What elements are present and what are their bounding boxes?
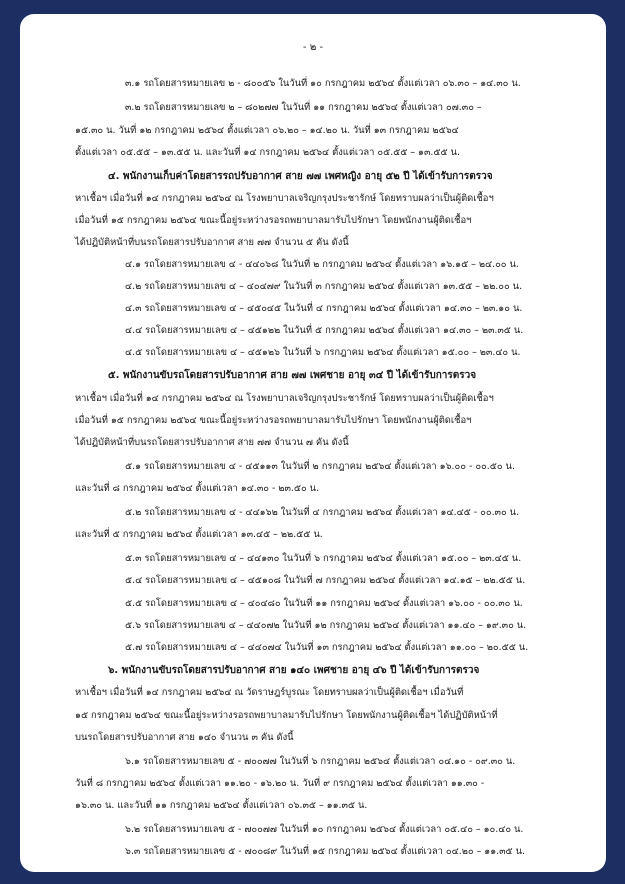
text-line: ๓.๑ รถโดยสารหมายเลข ๒ - ๘๐๐๕๖ ในวันที่ ๑๐ กรกฎาคม ๒๕๖๔ ตั้งแต่เวลา ๐๖.๓๐ – ๑๔.๓๐ น. xyxy=(125,78,521,89)
text-line: ๖.๑ รถโดยสารหมายเลข ๕ - ๗๐๐๗๗ ในวันที่ ๖ กรกฎาคม ๒๕๖๔ ตั้งแต่เวลา ๐๔.๑๐ - ๐๙.๓๐ น. xyxy=(125,756,516,767)
text-line: ๕.๖ รถโดยสารหมายเลข ๔ – ๔๔๐๗๒ ในวันที่ ๑๒ กรกฎาคม ๒๕๖๔ ตั้งแต่เวลา ๑๑.๔๐ – ๑๙.๓๐ น. xyxy=(125,620,527,631)
text-line: ๓.๒ รถโดยสารหมายเลข ๒ – ๘๐๒๗๗ ในวันที่ ๑๑ กรกฎาคม ๒๕๖๔ ตั้งแต่เวลา ๐๗.๓๐ – xyxy=(125,102,482,113)
text-line: ๑๕ กรกฎาคม ๒๕๖๔ ขณะนี้อยู่ระหว่างรอรถพยาบาลมารับไปรักษา โดยพนักงานผู้ติดเชื้อฯ ได้ปฏิบัติหน้าที่ xyxy=(75,710,498,721)
text-line: ได้ปฏิบัติหน้าที่บนรถโดยสารปรับอากาศ สาย ๗๗ จำนวน ๕ คัน ดังนี้ xyxy=(75,237,349,248)
section-heading-5: ๕. พนักงานขับรถโดยสารปรับอากาศ สาย ๗๗ เพศชาย อายุ ๓๔ ปี ได้เข้ารับการตรวจ xyxy=(108,370,477,381)
text-line: เมื่อวันที่ ๑๕ กรกฎาคม ๒๕๖๔ ขณะนี้อยู่ระหว่างรอรถพยาบาลมารับไปรักษา โดยพนักงานผู้ติดเชื้อฯ xyxy=(75,215,472,226)
section-heading-4: ๔. พนักงานเก็บค่าโดยสารรถปรับอากาศ สาย ๗๗ เพศหญิง อายุ ๕๒ ปี ได้เข้ารับการตรวจ xyxy=(108,171,493,182)
text-line: และวันที่ ๕ กรกฎาคม ๒๕๖๔ ตั้งแต่เวลา ๑๓.๔๕ – ๒๒.๕๕ น. xyxy=(75,529,323,540)
text-line: ๕.๓ รถโดยสารหมายเลข ๔ – ๔๔๑๓๐ ในวันที่ ๖ กรกฎาคม ๒๕๖๔ ตั้งแต่เวลา ๑๕.๐๐ – ๒๓.๔๕ น. xyxy=(125,553,522,564)
text-line: ๕.๒ รถโดยสารหมายเลข ๔ - ๔๔๑๖๒ ในวันที่ ๔ กรกฎาคม ๒๕๖๔ ตั้งแต่เวลา ๑๔.๔๕ - ๐๐.๓๐ น. xyxy=(125,507,520,518)
text-line: ๖.๓ รถโดยสารหมายเลข ๕ - ๗๐๐๘๙ ในวันที่ ๑๕ กรกฎาคม ๒๕๖๔ ตั้งแต่เวลา ๐๔.๒๐ – ๑๑.๓๕ น. xyxy=(125,846,526,857)
text-line: ๔.๕ รถโดยสารหมายเลข ๔ – ๔๕๑๒๖ ในวันที่ ๖ กรกฎาคม ๒๕๖๔ ตั้งแต่เวลา ๑๕.๐๐ – ๒๓.๔๐ น. xyxy=(125,347,521,358)
text-line: ๔.๓ รถโดยสารหมายเลข ๔ – ๔๕๐๔๕ ในวันที่ ๔ กรกฎาคม ๒๕๖๔ ตั้งแต่เวลา ๑๔.๓๐ – ๒๓.๑๐ น. xyxy=(125,303,523,314)
text-line: ๕.๑ รถโดยสารหมายเลข ๔ - ๔๕๑๑๓ ในวันที่ ๒ กรกฎาคม ๒๕๖๔ ตั้งแต่เวลา ๑๖.๐๐ - ๐๐.๕๐ น. xyxy=(125,461,515,472)
text-line: ๖.๒ รถโดยสารหมายเลข ๕ - ๗๐๐๗๗ ในวันที่ ๑๐ กรกฎาคม ๒๕๖๔ ตั้งแต่เวลา ๐๕.๔๐ – ๑๐.๔๐ น. xyxy=(125,824,524,835)
text-line: วันที่ ๘ กรกฎาคม ๒๕๖๔ ตั้งแต่เวลา ๑๑.๒๐ - ๑๖.๒๐ น. วันที่ ๙ กรกฎาคม ๒๕๖๔ ตั้งแต่เวลา ๑๑.๓๐ - xyxy=(75,778,485,789)
text-line: บนรถโดยสารปรับอากาศ สาย ๑๔๐ จำนวน ๓ คัน ดังนี้ xyxy=(75,732,294,743)
section-heading-6: ๖. พนักงานขับรถโดยสารปรับอากาศ สาย ๑๔๐ เพศชาย อายุ ๔๖ ปี ได้เข้ารับการตรวจ xyxy=(108,665,480,676)
text-line: และวันที่ ๘ กรกฎาคม ๒๕๖๔ ตั้งแต่เวลา ๑๔.๓๐ - ๒๓.๕๐ น. xyxy=(75,483,320,494)
text-line: ๕.๕ รถโดยสารหมายเลข ๔ – ๔๐๔๘๐ ในวันที่ ๑๑ กรกฎาคม ๒๕๖๔ ตั้งแต่เวลา ๑๖.๐๐ - ๐๐.๓๐ น. xyxy=(125,598,523,609)
text-line: เมื่อวันที่ ๑๕ กรกฎาคม ๒๕๖๔ ขณะนี้อยู่ระหว่างรอรถพยาบาลมารับไปรักษา โดยพนักงานผู้ติดเชื้อฯ xyxy=(75,415,472,426)
text-line: หาเชื้อฯ เมื่อวันที่ ๑๔ กรกฎาคม ๒๕๖๔ ณ โรงพยาบาลเจริญกรุงประชารักษ์ โดยทราบผลว่าเป็นผู้ติดเชื้อฯ xyxy=(75,393,494,404)
document-page xyxy=(20,14,606,872)
text-line: ๕.๔ รถโดยสารหมายเลข ๔ – ๔๕๑๐๘ ในวันที่ ๗ กรกฎาคม ๒๕๖๔ ตั้งแต่เวลา ๑๔.๑๕ – ๒๒.๕๕ น. xyxy=(125,575,526,586)
text-line: ๑๖.๓๐ น. และวันที่ ๑๑ กรกฎาคม ๒๕๖๔ ตั้งแต่เวลา ๐๖.๓๕ – ๑๑.๓๕ น. xyxy=(75,800,368,811)
text-line: ๔.๑ รถโดยสารหมายเลข ๔ - ๔๔๐๖๘ ในวันที่ ๒ กรกฎาคม ๒๕๖๔ ตั้งแต่เวลา ๑๖.๑๕ – ๒๔.๐๐ น. xyxy=(125,259,519,270)
text-line: ๑๕.๓๐ น. วันที่ ๑๒ กรกฎาคม ๒๕๖๔ ตั้งแต่เวลา ๐๖.๒๐ – ๑๔.๒๐ น. วันที่ ๑๓ กรกฎาคม ๒๕๖๔ xyxy=(75,125,459,136)
text-line: หาเชื้อฯ เมื่อวันที่ ๑๔ กรกฎาคม ๒๕๖๔ ณ โรงพยาบาลเจริญกรุงประชารักษ์ โดยทราบผลว่าเป็นผู้ติดเชื้อฯ xyxy=(75,193,494,204)
text-line: ตั้งแต่เวลา ๐๕.๕๕ – ๑๓.๕๕ น. และวันที่ ๑๔ กรกฎาคม ๒๕๖๔ ตั้งแต่เวลา ๐๕.๕๕ – ๑๓.๕๕ น. xyxy=(75,147,460,158)
page-number: - ๒ - xyxy=(302,42,324,53)
text-line: ได้ปฏิบัติหน้าที่บนรถโดยสารปรับอากาศ สาย ๗๗ จำนวน ๗ คัน ดังนี้ xyxy=(75,437,349,448)
text-line: หาเชื้อฯ เมื่อวันที่ ๑๔ กรกฎาคม ๒๕๖๔ ณ วัดราษฎร์บูรณะ โดยทราบผลว่าเป็นผู้ติดเชื้อฯ เมื่อวันที่ xyxy=(75,687,464,698)
text-line: ๕.๗ รถโดยสารหมายเลข ๔ – ๔๔๐๗๔ ในวันที่ ๑๓ กรกฎาคม ๒๕๖๔ ตั้งแต่เวลา ๑๑.๐๐ – ๒๐.๕๕ น. xyxy=(125,642,529,653)
text-line: ๔.๔ รถโดยสารหมายเลข ๔ – ๔๕๑๒๒ ในวันที่ ๕ กรกฎาคม ๒๕๖๔ ตั้งแต่เวลา ๑๔.๓๐ – ๒๓.๓๕ น. xyxy=(125,325,524,336)
text-line: ๔.๒ รถโดยสารหมายเลข ๔ – ๔๐๔๗๙ ในวันที่ ๓ กรกฎาคม ๒๕๖๔ ตั้งแต่เวลา ๑๓.๕๕ – ๒๒.๐๐ น. xyxy=(125,281,523,292)
